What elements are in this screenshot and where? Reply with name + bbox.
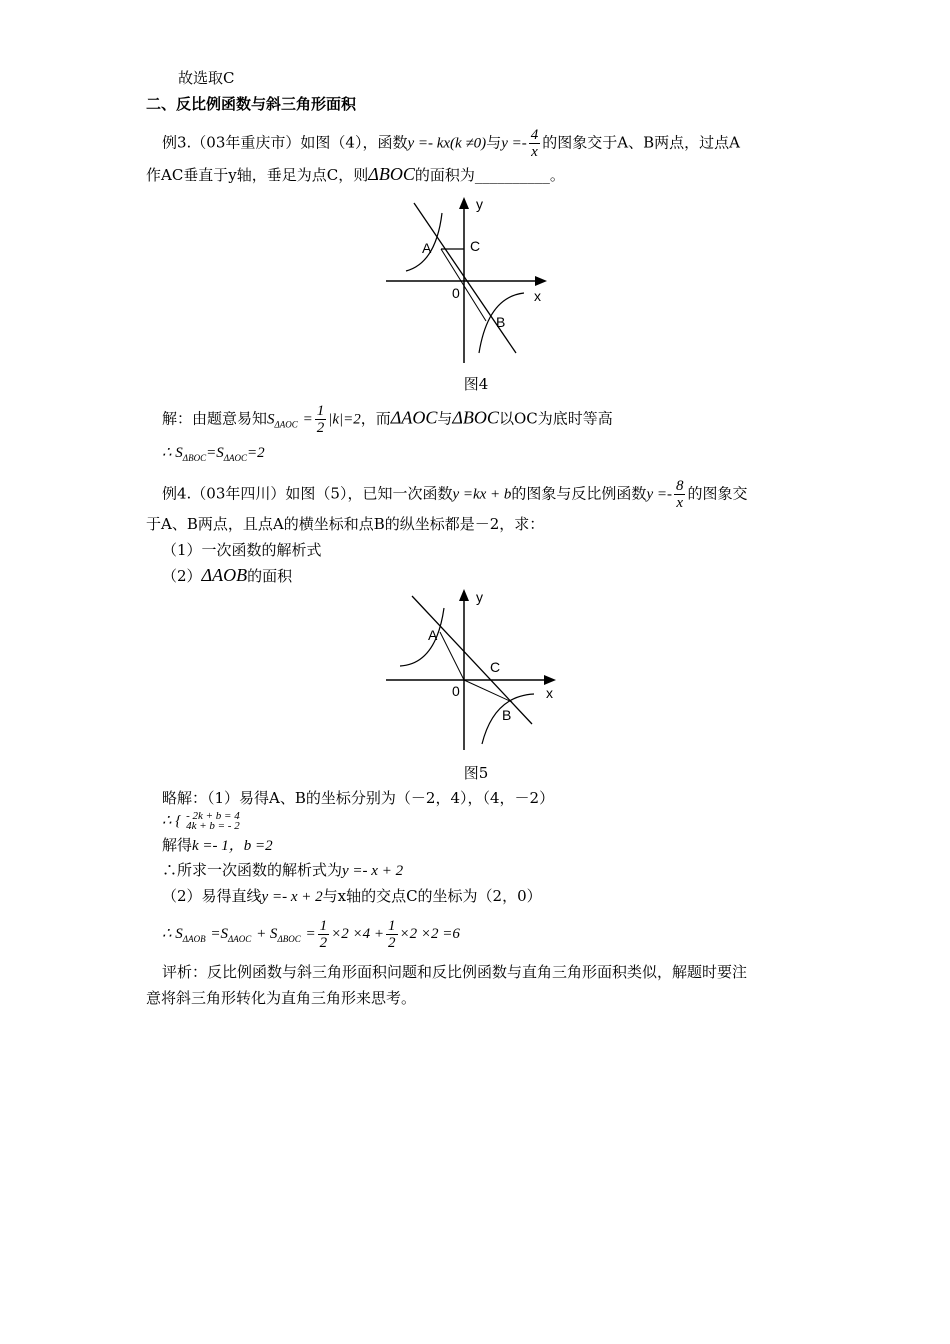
- point-B-label: B: [496, 314, 506, 330]
- figure-4: [384, 193, 554, 368]
- solution-3-line-2: ∴ $S_{\Delta BOC}=S_{\Delta AOC}=2$: [162, 445, 265, 463]
- text-line: 故选取C: [178, 69, 235, 87]
- point-A-label: A: [428, 627, 438, 643]
- point-B-label: B: [502, 707, 512, 723]
- origin-label: 0: [452, 683, 460, 699]
- example-4-line-1: 例4.（03年四川）如图（5），已知一次函数y =kx + b的图象与反比例函数y =- $\frac{8}{x}$ 的图象交: [162, 478, 748, 511]
- example-4-line-2: 于A、B两点，且点A的横坐标和点B的纵坐标都是－2，求：: [146, 515, 545, 533]
- comment-line-2: 意将斜三角形转化为直角三角形来思考。: [146, 989, 417, 1007]
- figure-5-caption: 图5: [463, 764, 489, 782]
- question-1: （1）一次函数的解析式: [162, 541, 322, 559]
- solution-4-line-4: ∴所求一次函数的解析式为y =- x + 2: [162, 861, 404, 879]
- section-heading: 二、反比例函数与斜三角形面积: [146, 95, 357, 113]
- solution-4-line-3: 解得k =- 1，b =2: [162, 836, 273, 854]
- y-axis-label: y: [476, 196, 483, 212]
- point-C-label: C: [470, 238, 481, 254]
- figure-5: [384, 584, 564, 754]
- x-axis-label: x: [546, 685, 553, 701]
- question-2: （2）ΔAOB的面积: [162, 565, 293, 585]
- solution-4-line-1: 略解：（1）易得A、B的坐标分别为（－2，4），（4，－2）: [162, 789, 555, 807]
- example-3-line-1: 例3.（03年重庆市）如图（4），函数y =- kx(k ≠0)与y =- $\frac{4}{x}$ 的图象交于A、B两点，过点A: [162, 127, 740, 160]
- figure-4-caption: 图4: [463, 375, 489, 393]
- solution-4-system: ∴ { - 2k + b = 4 4k + b = - 2: [162, 810, 240, 832]
- x-axis-label: x: [534, 288, 541, 304]
- solution-4-line-5: （2）易得直线y =- x + 2与x轴的交点C的坐标为（2，0）: [162, 887, 542, 905]
- comment-line-1: 评析：反比例函数与斜三角形面积问题和反比例函数与直角三角形面积类似，解题时要注: [162, 963, 748, 981]
- origin-label: 0: [452, 285, 460, 301]
- solution-3-line-1: 解：由题意易知$S_{\Delta AOC}$ = $\frac{1}{2}$ |k|=2，而ΔAOC与ΔBOC以OC为底时等高: [162, 403, 613, 436]
- solution-4-line-6: ∴ $S_{\Delta AOB} =S_{\Delta AOC} + S_{\Delta BOC}$ = $\frac{1}{2}$ ×2 ×4 + $\frac{1}{2}$ ×2 ×2 =6: [162, 917, 460, 951]
- point-C-label: C: [490, 659, 501, 675]
- y-axis-label: y: [476, 589, 483, 605]
- example-3-line-2: 作AC垂直于y轴，垂足为点C，则ΔBOC的面积为__________。: [146, 164, 565, 184]
- point-A-label: A: [422, 240, 432, 256]
